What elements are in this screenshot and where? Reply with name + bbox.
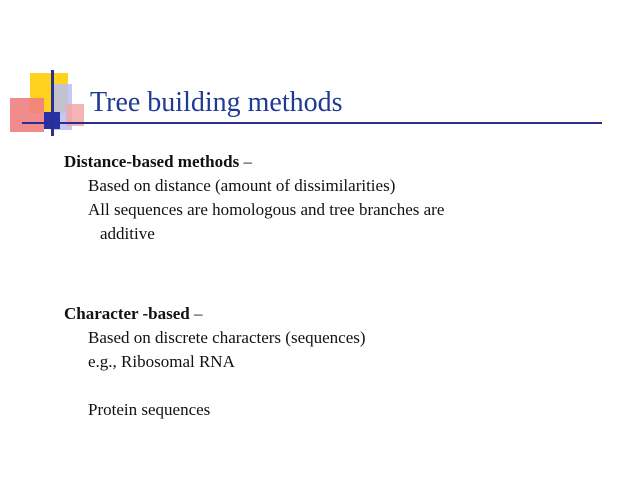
character-item: e.g., Ribosomal RNA [88, 352, 235, 371]
spacer [64, 374, 624, 398]
section-character-heading [64, 302, 624, 326]
character-item: Protein sequences [88, 400, 211, 419]
distance-item: Based on distance (amount of dissimilarities) [88, 176, 396, 195]
section-distance-heading [64, 150, 624, 174]
distance-heading-text: Distance-based methods [64, 152, 240, 171]
title-underline [22, 122, 602, 124]
slide-body [64, 150, 624, 422]
distance-heading-dash: – [239, 152, 252, 171]
character-item: Based on discrete characters (sequences) [88, 328, 366, 347]
spacer [64, 246, 624, 302]
character-heading-text: Character -based [64, 304, 190, 323]
slide-title: Tree building methods [90, 87, 343, 118]
distance-item-continuation: additive [100, 224, 155, 243]
character-heading-dash: – [189, 304, 203, 323]
decorative-vertical-line [51, 70, 54, 136]
decorative-pink-square [10, 98, 44, 132]
distance-item: All sequences are homologous and tree branches are [88, 200, 445, 219]
